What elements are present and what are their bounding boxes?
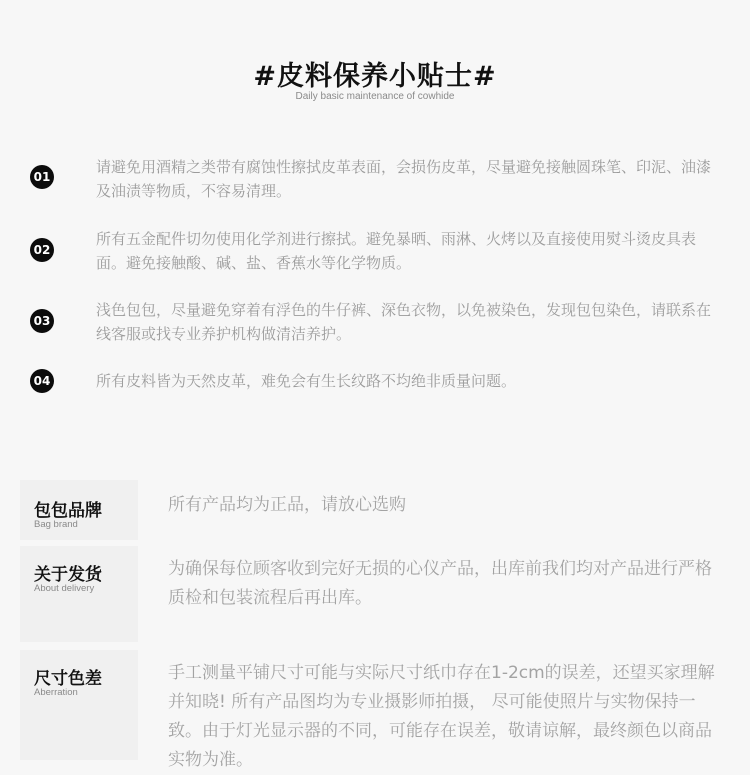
- section-text: 所有产品均为正品，请放心选购: [168, 495, 406, 515]
- tip-text: 请避免用酒精之类带有腐蚀性擦拭皮革表面，会损伤皮革，尽量避免接触圆珠笔、印泥、油漆及油渍等物质，不容易清理。: [96, 158, 712, 200]
- section-subtitle: About delivery: [34, 583, 95, 594]
- section-subtitle: Aberration: [34, 687, 78, 698]
- section-title: 尺寸色差: [34, 669, 102, 689]
- number-badge-icon: 02: [30, 238, 54, 262]
- section-text: 为确保每位顾客收到完好无损的心仪产品，出库前我们均对产品进行严格质检和包装流程后再出库。: [168, 559, 712, 608]
- section-text: 手工测量平铺尺寸可能与实际尺寸纸巾存在1-2cm的误差，还望买家理解并知晓! 所有产品图均为专业摄影师拍摄， 尽可能使照片与实物保持一致。由于灯光显示器的不同，可能存在误差，敬请谅解，最终颜色以商品实物为准。: [168, 663, 715, 770]
- section-subtitle: Bag brand: [34, 519, 78, 530]
- page-title: #皮料保养小贴士#: [253, 61, 497, 92]
- tip-text: 浅色包包，尽量避免穿着有浮色的牛仔裤、深色衣物，以免被染色，发现包包染色，请联系在线客服或找专业养护机构做清洁养护。: [96, 301, 712, 343]
- number-badge-icon: 04: [30, 369, 54, 393]
- section-title: 包包品牌: [34, 501, 102, 521]
- number-badge-icon: 01: [30, 165, 54, 189]
- number-badge-icon: 03: [30, 309, 54, 333]
- section-title: 关于发货: [34, 565, 102, 585]
- tip-text: 所有皮料皆为天然皮革，难免会有生长纹路不均绝非质量问题。: [96, 372, 517, 390]
- page-subtitle: Daily basic maintenance of cowhide: [295, 91, 455, 102]
- tip-text: 所有五金配件切勿使用化学剂进行擦拭。避免暴晒、雨淋、火烤以及直接使用熨斗烫皮具表面。避免接触酸、碱、盐、香蕉水等化学物质。: [96, 230, 697, 272]
